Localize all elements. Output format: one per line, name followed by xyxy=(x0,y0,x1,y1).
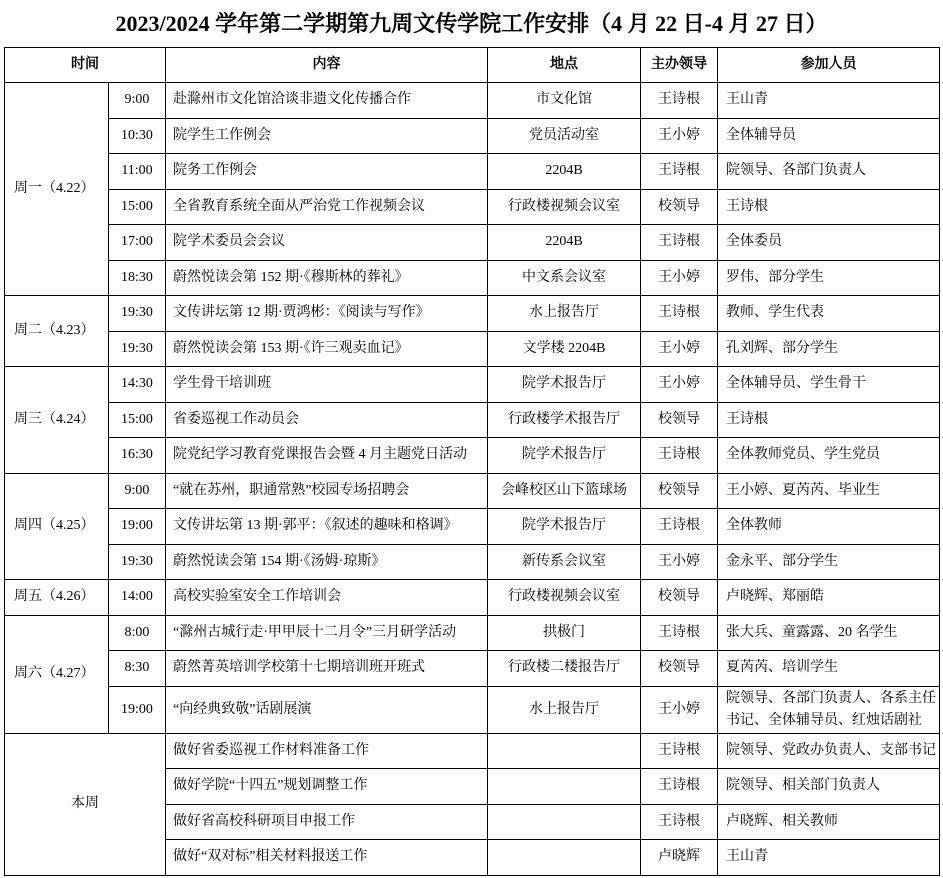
event-host: 王诗根 xyxy=(641,154,718,190)
event-host: 校领导 xyxy=(641,580,718,616)
table-row xyxy=(5,544,940,580)
event-participants: 全体辅导员、学生骨干 xyxy=(718,367,940,403)
event-host: 王诗根 xyxy=(641,296,718,332)
event-time: 18:30 xyxy=(109,260,166,296)
event-content: 院务工作例会 xyxy=(166,154,488,190)
day-label: 周五（4.26） xyxy=(5,580,109,616)
event-content: “滁州古城行走·甲甲辰十二月令”三月研学活动 xyxy=(166,615,488,651)
day-label: 周三（4.24） xyxy=(5,367,109,474)
event-time: 19:00 xyxy=(109,686,166,733)
event-host: 王小婷 xyxy=(641,260,718,296)
page-title: 2023/2024 学年第二学期第九周文传学院工作安排（4 月 22 日-4 月 27 日） xyxy=(115,11,828,36)
week-label: 本周 xyxy=(5,733,166,875)
header-time: 时间 xyxy=(5,48,166,83)
event-location: 拱极门 xyxy=(488,615,641,651)
event-host: 王诗根 xyxy=(641,438,718,474)
task-content: 做好“双对标”相关材料报送工作 xyxy=(166,840,488,876)
header-participants: 参加人员 xyxy=(718,48,940,83)
event-participants: 全体辅导员 xyxy=(718,118,940,154)
event-host: 王小婷 xyxy=(641,367,718,403)
task-location xyxy=(488,769,641,805)
event-host: 校领导 xyxy=(641,189,718,225)
event-participants: 王诗根 xyxy=(718,402,940,438)
task-host: 王诗根 xyxy=(641,733,718,769)
event-participants: 王诗根 xyxy=(718,189,940,225)
event-time: 8:00 xyxy=(109,615,166,651)
event-time: 14:00 xyxy=(109,580,166,616)
event-participants: 院领导、各部门负责人 xyxy=(718,154,940,190)
event-time: 17:00 xyxy=(109,225,166,261)
event-host: 王诗根 xyxy=(641,615,718,651)
table-row xyxy=(5,296,940,332)
task-location xyxy=(488,840,641,876)
table-row xyxy=(5,473,940,509)
event-time: 19:00 xyxy=(109,509,166,545)
task-participants: 院领导、相关部门负责人 xyxy=(718,769,940,805)
event-location: 2204B xyxy=(488,225,641,261)
day-label: 周二（4.23） xyxy=(5,296,109,367)
event-location: 院学术报告厅 xyxy=(488,367,641,403)
event-host: 王小婷 xyxy=(641,686,718,733)
event-location: 水上报告厅 xyxy=(488,296,641,332)
header-content: 内容 xyxy=(166,48,488,83)
task-location xyxy=(488,804,641,840)
event-location: 行政楼视频会议室 xyxy=(488,580,641,616)
event-content: 赴滁州市文化馆洽谈非遗文化传播合作 xyxy=(166,83,488,119)
event-host: 王诗根 xyxy=(641,509,718,545)
event-content: “向经典致敬”话剧展演 xyxy=(166,686,488,733)
event-host: 校领导 xyxy=(641,473,718,509)
event-time: 9:00 xyxy=(109,473,166,509)
table-row xyxy=(5,509,940,545)
table-header xyxy=(5,48,940,83)
table-row xyxy=(5,189,940,225)
schedule-table xyxy=(4,47,940,876)
task-host: 卢晓辉 xyxy=(641,840,718,876)
event-location: 文学楼 2204B xyxy=(488,331,641,367)
task-host: 王诗根 xyxy=(641,769,718,805)
task-content: 做好省高校科研项目申报工作 xyxy=(166,804,488,840)
event-location: 行政楼视频会议室 xyxy=(488,189,641,225)
task-participants: 院领导、党政办负责人、支部书记 xyxy=(718,733,940,769)
event-content: 蔚然悦读会第 152 期·《穆斯林的葬礼》 xyxy=(166,260,488,296)
event-participants: 全体委员 xyxy=(718,225,940,261)
table-row xyxy=(5,402,940,438)
event-content: 省委巡视工作动员会 xyxy=(166,402,488,438)
event-content: 蔚然菁英培训学校第十七期培训班开班式 xyxy=(166,651,488,687)
table-row xyxy=(5,651,940,687)
event-participants: 全体教师 xyxy=(718,509,940,545)
event-time: 19:30 xyxy=(109,296,166,332)
event-time: 19:30 xyxy=(109,331,166,367)
event-content: 院党纪学习教育党课报告会暨 4 月主题党日活动 xyxy=(166,438,488,474)
task-participants: 王山青 xyxy=(718,840,940,876)
day-label: 周一（4.22） xyxy=(5,83,109,296)
header-location: 地点 xyxy=(488,48,641,83)
event-host: 王诗根 xyxy=(641,83,718,119)
event-host: 校领导 xyxy=(641,402,718,438)
table-row xyxy=(5,438,940,474)
event-time: 16:30 xyxy=(109,438,166,474)
event-participants: 罗伟、部分学生 xyxy=(718,260,940,296)
event-location: 会峰校区山下篮球场 xyxy=(488,473,641,509)
event-content: “就在苏州，职通常熟”校园专场招聘会 xyxy=(166,473,488,509)
table-row xyxy=(5,154,940,190)
event-participants-text: 院领导、各部门负责人、各系主任书记、全体辅导员、红烛话剧社 xyxy=(726,690,936,728)
event-time: 10:30 xyxy=(109,118,166,154)
event-location: 行政楼二楼报告厅 xyxy=(488,651,641,687)
table-row xyxy=(5,331,940,367)
day-label: 周四（4.25） xyxy=(5,473,109,580)
event-participants: 王小婷、夏芮芮、毕业生 xyxy=(718,473,940,509)
event-content: 文传讲坛第 12 期·贾鸿彬：《阅读与写作》 xyxy=(166,296,488,332)
event-time: 14:30 xyxy=(109,367,166,403)
event-time: 19:30 xyxy=(109,544,166,580)
event-content: 全省教育系统全面从严治党工作视频会议 xyxy=(166,189,488,225)
event-time: 9:00 xyxy=(109,83,166,119)
task-content: 做好省委巡视工作材料准备工作 xyxy=(166,733,488,769)
event-content: 蔚然悦读会第 153 期·《许三观卖血记》 xyxy=(166,331,488,367)
event-location: 新传系会议室 xyxy=(488,544,641,580)
day-label: 周六（4.27） xyxy=(5,615,109,733)
event-participants: 王山青 xyxy=(718,83,940,119)
event-content: 院学术委员会会议 xyxy=(166,225,488,261)
event-participants: 金永平、部分学生 xyxy=(718,544,940,580)
event-participants: 张大兵、童露露、20 名学生 xyxy=(718,615,940,651)
event-location: 2204B xyxy=(488,154,641,190)
table-row xyxy=(5,83,940,119)
event-host: 王诗根 xyxy=(641,225,718,261)
event-location: 院学术报告厅 xyxy=(488,438,641,474)
header-host: 主办领导 xyxy=(641,48,718,83)
event-content: 院学生工作例会 xyxy=(166,118,488,154)
event-participants: 夏芮芮、培训学生 xyxy=(718,651,940,687)
event-location: 院学术报告厅 xyxy=(488,509,641,545)
event-participants: 卢晓辉、郑丽皓 xyxy=(718,580,940,616)
table-row xyxy=(5,580,940,616)
table-row xyxy=(5,225,940,261)
event-participants: 教师、学生代表 xyxy=(718,296,940,332)
schedule-body xyxy=(5,83,940,876)
task-content: 做好学院“十四五”规划调整工作 xyxy=(166,769,488,805)
header-row xyxy=(5,48,940,83)
event-time: 11:00 xyxy=(109,154,166,190)
task-participants: 卢晓辉、相关教师 xyxy=(718,804,940,840)
event-participants xyxy=(718,686,940,733)
event-host: 王小婷 xyxy=(641,544,718,580)
event-location: 行政楼学术报告厅 xyxy=(488,402,641,438)
event-content: 文传讲坛第 13 期·郭平：《叙述的趣味和格调》 xyxy=(166,509,488,545)
event-host: 王小婷 xyxy=(641,331,718,367)
event-time: 8:30 xyxy=(109,651,166,687)
event-location: 党员活动室 xyxy=(488,118,641,154)
table-row xyxy=(5,686,940,733)
event-time: 15:00 xyxy=(109,189,166,225)
event-location: 市文化馆 xyxy=(488,83,641,119)
event-participants: 全体教师党员、学生党员 xyxy=(718,438,940,474)
event-time: 15:00 xyxy=(109,402,166,438)
event-location: 中文系会议室 xyxy=(488,260,641,296)
event-content: 高校实验室安全工作培训会 xyxy=(166,580,488,616)
table-row xyxy=(5,118,940,154)
event-host: 校领导 xyxy=(641,651,718,687)
table-row xyxy=(5,260,940,296)
table-row xyxy=(5,615,940,651)
task-host: 王诗根 xyxy=(641,804,718,840)
table-row xyxy=(5,733,940,769)
event-content: 蔚然悦读会第 154 期·《汤姆·琼斯》 xyxy=(166,544,488,580)
event-location: 水上报告厅 xyxy=(488,686,641,733)
event-host: 王小婷 xyxy=(641,118,718,154)
event-participants: 孔刘辉、部分学生 xyxy=(718,331,940,367)
table-row xyxy=(5,367,940,403)
event-content: 学生骨干培训班 xyxy=(166,367,488,403)
task-location xyxy=(488,733,641,769)
